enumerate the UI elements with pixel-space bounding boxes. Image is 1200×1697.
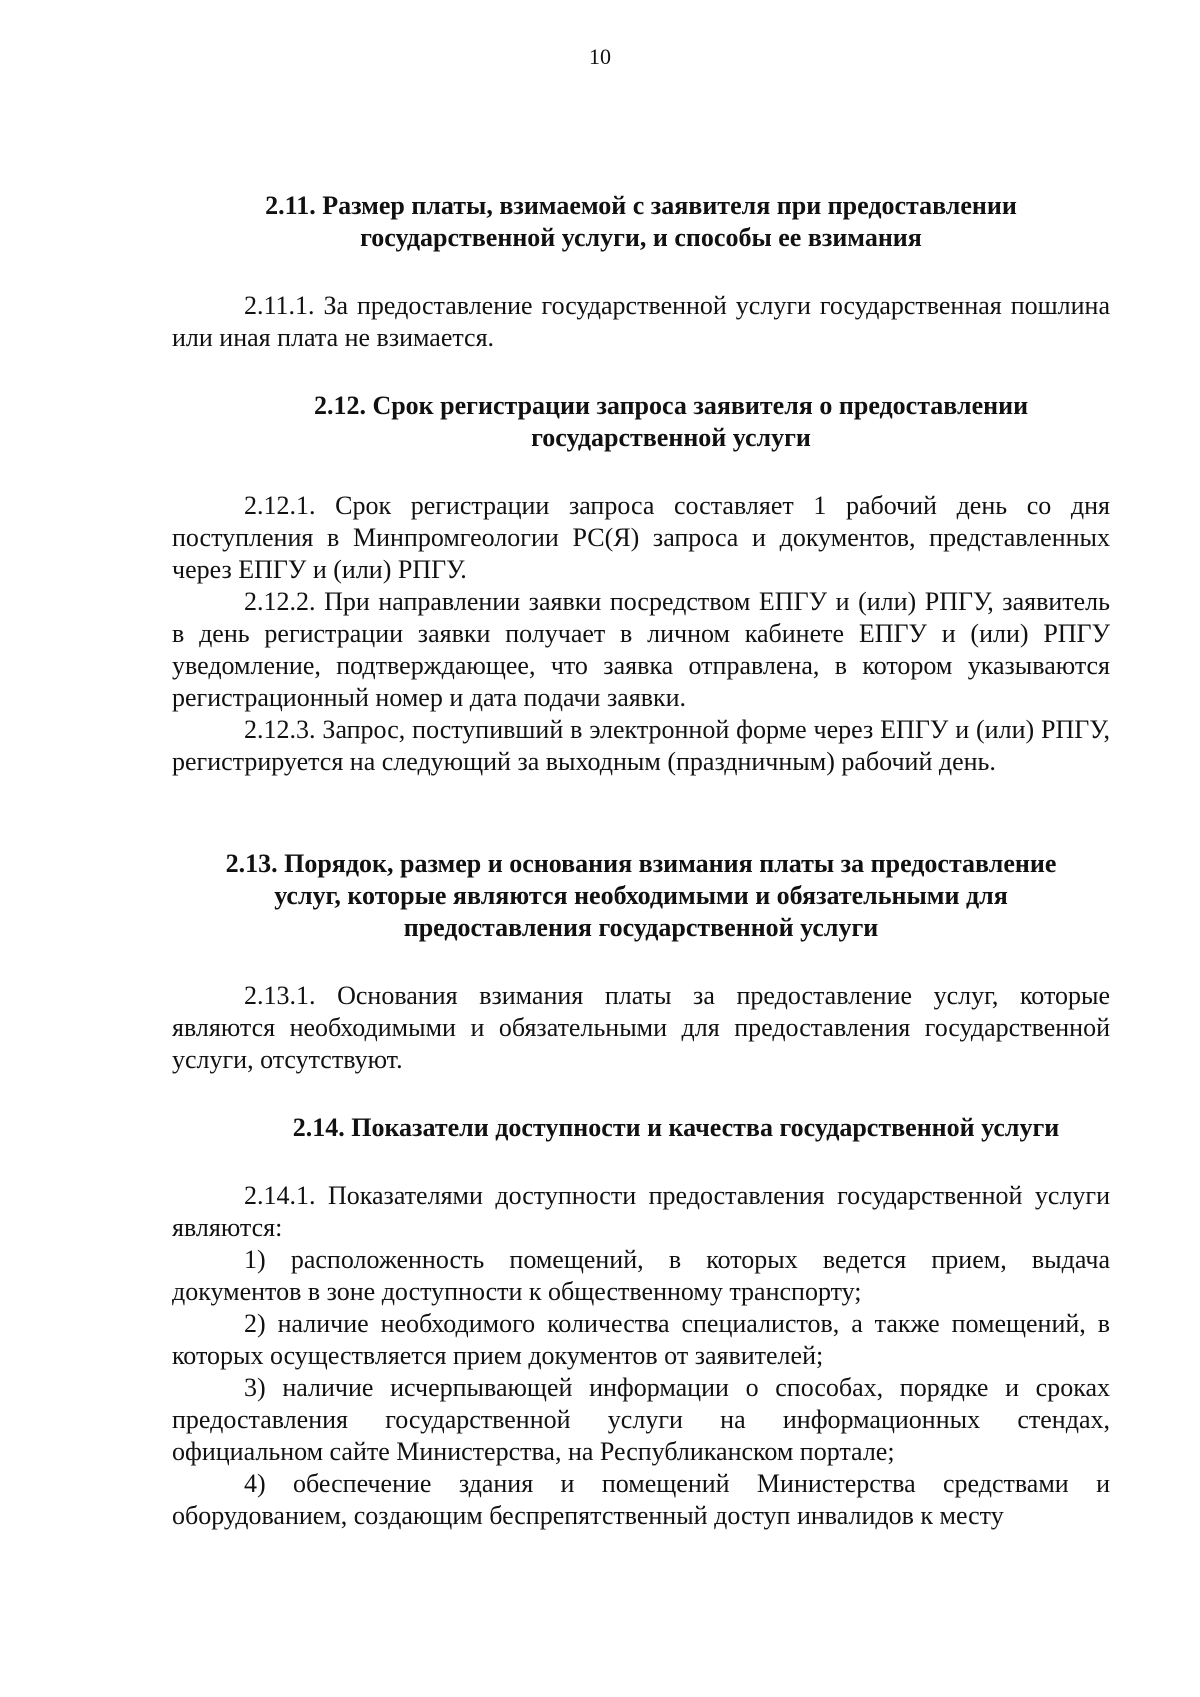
document-body — [172, 190, 1110, 1532]
section-heading-2-11 — [172, 190, 1110, 254]
paragraph-2-13-1: 2.13.1. Основания взимания платы за предоставление услуг, которые являются необходимыми и обязательными для предоставления государственной услуги, отсутствуют. — [172, 981, 1110, 1074]
paragraph-2-12-2: 2.12.2. При направлении заявки посредством ЕПГУ и (или) РПГУ, заявитель в день регистрации заявки получает в личном кабинете ЕПГУ и (или) РПГУ уведомление, подтверждающее, что заявка отправлена, в котором указываются регистрационный номер и дата подачи заявки. — [172, 587, 1110, 712]
section-heading-2-13 — [172, 848, 1110, 944]
section-heading-2-14 — [172, 1112, 1110, 1144]
heading-line: 2.13. Порядок, размер и основания взимания платы за предоставление — [225, 849, 1057, 878]
list-item-1: 1) расположенность помещений, в которых ведется прием, выдача документов в зоне доступности к общественному транспорту; — [172, 1245, 1110, 1306]
section-heading-2-12 — [172, 390, 1110, 454]
paragraph-2-12-1: 2.12.1. Срок регистрации запроса составляет 1 рабочий день со дня поступления в Минпромгеологии РС(Я) запроса и документов, представленных через ЕПГУ и (или) РПГУ. — [172, 491, 1110, 584]
paragraph-2-11-1: 2.11.1. За предоставление государственной услуги государственная пошлина или иная плата не взимается. — [172, 291, 1110, 352]
paragraph-2-12-3: 2.12.3. Запрос, поступивший в электронной форме через ЕПГУ и (или) РПГУ, регистрируется на следующий за выходным (праздничным) рабочий день. — [172, 715, 1110, 776]
list-item-3: 3) наличие исчерпывающей информации о способах, порядке и сроках предоставления государственной услуги на информационных стендах, официальном сайте Министерства, на Республиканском портале; — [172, 1373, 1110, 1466]
paragraph-2-14-1: 2.14.1. Показателями доступности предоставления государственной услуги являются: — [172, 1181, 1110, 1242]
heading-line: предоставления государственной услуги — [403, 913, 879, 942]
page-number: 10 — [589, 44, 611, 69]
heading-line: 2.11. Размер платы, взимаемой с заявителя при предоставлении — [265, 191, 1017, 220]
heading-line: 2.14. Показатели доступности и качества государственной услуги — [292, 1113, 1060, 1142]
heading-line: 2.12. Срок регистрации запроса заявителя о предоставлении — [313, 391, 1029, 420]
heading-line: услуг, которые являются необходимыми и обязательными для — [274, 881, 1008, 910]
heading-line: государственной услуги — [531, 423, 811, 452]
heading-line: государственной услуги, и способы ее взимания — [360, 223, 922, 252]
list-item-4: 4) обеспечение здания и помещений Министерства средствами и оборудованием, создающим беспрепятственный доступ инвалидов к месту — [172, 1469, 1110, 1530]
list-item-2: 2) наличие необходимого количества специалистов, а также помещений, в которых осуществляется прием документов от заявителей; — [172, 1309, 1110, 1370]
